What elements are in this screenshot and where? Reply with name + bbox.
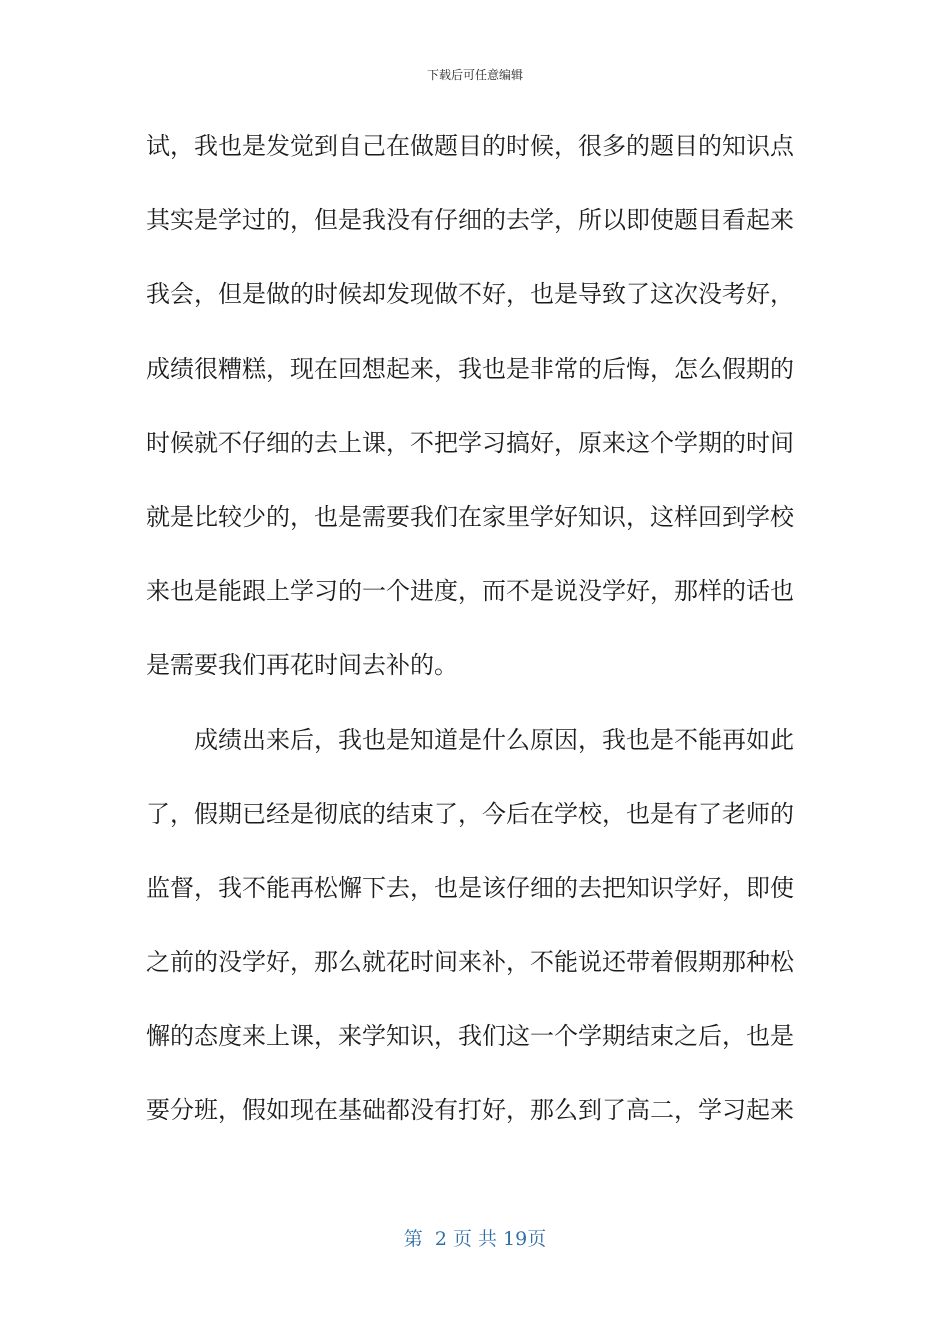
header-note: 下载后可任意编辑 [426, 68, 523, 82]
text-line: 试，我也是发觉到自己在做题目的时候，很多的题目的知识点 [146, 132, 794, 160]
text-line: 我会，但是做的时候却发现做不好，也是导致了这次没考好， [146, 280, 794, 309]
text-line: 就是比较少的，也是需要我们在家里学好知识，这样回到学校 [146, 502, 794, 531]
text-line: 时候就不仔细的去上课，不把学习搞好，原来这个学期的时间 [146, 428, 794, 457]
text-line: 懈的态度来上课，来学知识，我们这一个学期结束之后，也是 [146, 1022, 794, 1051]
text-line: 是需要我们再花时间去补的。 [146, 651, 458, 680]
text-line: 成绩很糟糕，现在回想起来，我也是非常的后悔，怎么假期的 [146, 354, 794, 383]
text-line: 其实是学过的，但是我没有仔细的去学，所以即使题目看起来 [146, 206, 794, 235]
document-body [146, 120, 804, 1159]
text-line: 要分班，假如现在基础都没有打好，那么到了高二，学习起来 [146, 1096, 794, 1125]
text-line: 之前的没学好，那么就花时间来补，不能说还带着假期那种松 [146, 948, 794, 977]
text-line: 来也是能跟上学习的一个进度，而不是说没学好，那样的话也 [146, 577, 794, 606]
page-number: 第 2 页 共 19页 [403, 1228, 547, 1250]
text-line: 了，假期已经是彻底的结束了，今后在学校，也是有了老师的 [146, 799, 794, 828]
text-line: 监督，我不能再松懈下去，也是该仔细的去把知识学好，即使 [146, 873, 794, 902]
paragraph-start-line: 成绩出来后，我也是知道是什么原因，我也是不能再如此 [194, 725, 794, 754]
